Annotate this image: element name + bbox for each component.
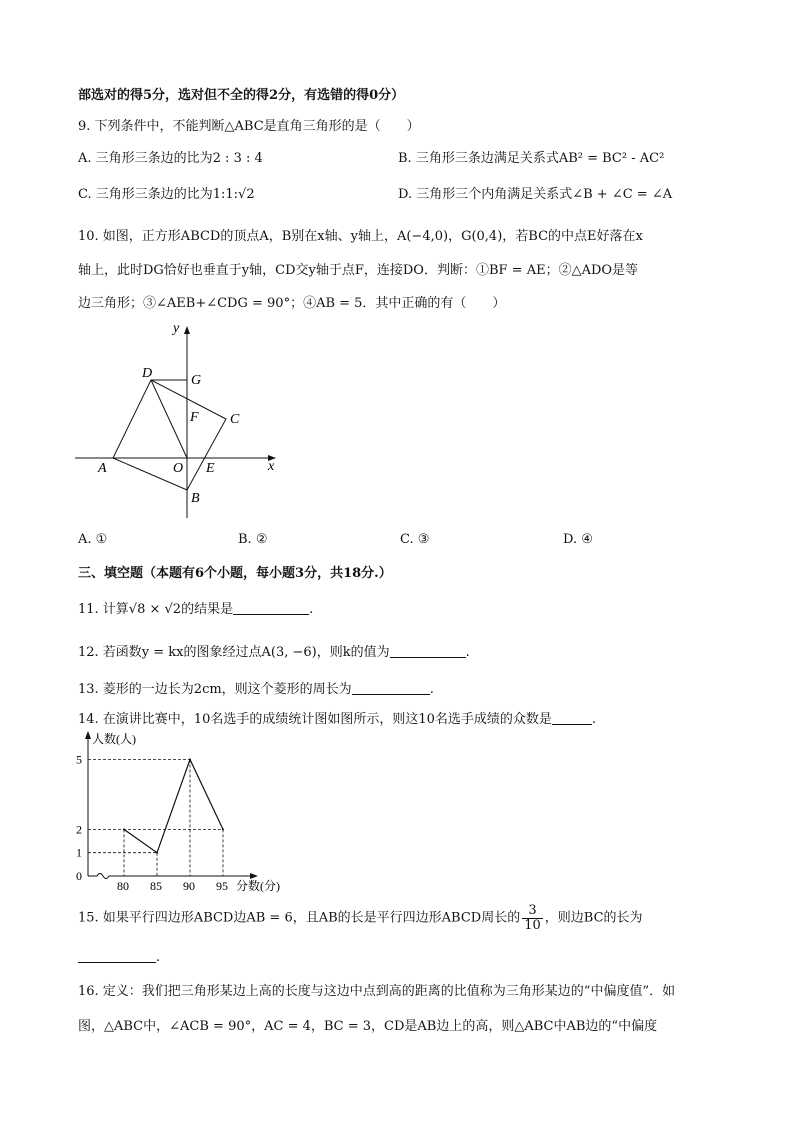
q15-line-1 bbox=[78, 904, 643, 933]
q9-option-c: C. 三角形三条边的比为1:1:√2 bbox=[78, 187, 255, 202]
data-point-85 bbox=[156, 852, 158, 854]
x-tick-label-80: 80 bbox=[117, 879, 129, 893]
section-header-tail: 部选对的得5分，选对但不全的得2分，有选错的得0分） bbox=[78, 88, 405, 103]
q11-answer-blank[interactable] bbox=[233, 600, 309, 615]
x-tick-label-85: 85 bbox=[150, 879, 162, 893]
q9-option-b: B. 三角形三条边满足关系式AB² = BC² - AC² bbox=[398, 151, 665, 166]
q15-line-2 bbox=[78, 948, 160, 965]
q10-square-figure bbox=[70, 318, 290, 523]
label-f: F bbox=[190, 410, 199, 425]
q13-end: . bbox=[429, 682, 434, 697]
label-d: D bbox=[142, 366, 153, 381]
q12-answer-blank[interactable] bbox=[390, 643, 466, 658]
q9-stem: 9. 下列条件中，不能判断△ABC是直角三角形的是（ ） bbox=[78, 119, 420, 134]
label-y: y bbox=[173, 321, 180, 336]
q10-option-c: C. ③ bbox=[400, 532, 430, 547]
label-b: B bbox=[191, 491, 200, 506]
q16-line-1: 16. 定义：我们把三角形某边上高的长度与这边中点到高的距离的比值称为三角形某边的“中偏度值”．如 bbox=[78, 984, 676, 999]
y-tick-label-0: 0 bbox=[76, 869, 82, 883]
q10-line-1: 10. 如图，正方形ABCD的顶点A，B别在x轴、y轴上，A(−4,0)，G(0,4)，若BC的中点E好落在x bbox=[78, 229, 643, 244]
label-o: O bbox=[173, 461, 184, 476]
q15-fraction-numerator: 3 bbox=[522, 904, 543, 919]
chart-xlabel: 分数(分) bbox=[236, 879, 280, 893]
q14-text: 14. 在演讲比赛中，10名选手的成绩统计图如图所示，则这10名选手成绩的众数是 bbox=[78, 712, 552, 727]
q15-fraction-denominator: 10 bbox=[524, 918, 541, 933]
q12-text: 12. 若函数y = kx的图象经过点A(3, −6)，则k的值为 bbox=[78, 645, 390, 660]
q14 bbox=[78, 708, 596, 727]
q10-line-3: 边三角形；③∠AEB+∠CDG = 90°；④AB = 5．其中正确的有（ ） bbox=[78, 296, 506, 311]
q13-answer-blank[interactable] bbox=[352, 680, 430, 695]
q13-text: 13. 菱形的一边长为2cm，则这个菱形的周长为 bbox=[78, 682, 352, 697]
q11-text: 11. 计算√8 × √2的结果是 bbox=[78, 602, 234, 617]
q11 bbox=[78, 598, 313, 617]
label-g: G bbox=[191, 373, 202, 388]
q15-fraction bbox=[522, 904, 543, 933]
q15-post: ，则边BC的长为 bbox=[544, 910, 643, 926]
q15-end: . bbox=[156, 950, 161, 965]
label-a: A bbox=[98, 461, 107, 476]
section-3-title: 三、填空题（本题有6个小题，每小题3分，共18分.） bbox=[78, 566, 392, 581]
x-tick-label-90: 90 bbox=[183, 879, 195, 893]
q16-line-2: 图，△ABC中，∠ACB = 90°，AC = 4，BC = 3，CD是AB边上的高，则△ABC中AB边的“中偏度 bbox=[78, 1019, 658, 1034]
q10-line-2: 轴上，此时DG恰好也垂直于y轴，CD交y轴于点F，连接DO．判断：①BF = AE；②△ADO是等 bbox=[78, 263, 639, 278]
q12-end: . bbox=[465, 645, 470, 660]
chart-y-axis-arrow bbox=[85, 731, 91, 739]
q10-option-b: B. ② bbox=[238, 532, 268, 547]
q10-option-d: D. ④ bbox=[563, 532, 593, 547]
y-axis-arrow bbox=[184, 326, 190, 334]
data-point-90 bbox=[189, 759, 191, 761]
q13 bbox=[78, 678, 434, 697]
label-x: x bbox=[268, 459, 275, 474]
chart-x-axis bbox=[88, 874, 252, 879]
q9-option-a: A. 三角形三条边的比为2 : 3 : 4 bbox=[78, 151, 263, 166]
q15-pre: 15. 如果平行四边形ABCD边AB = 6，且AB的长是平行四边形ABCD周长的 bbox=[78, 910, 521, 926]
q14-answer-blank[interactable] bbox=[552, 710, 592, 725]
segment-do bbox=[151, 380, 187, 458]
q9-option-d: D. 三角形三个内角满足关系式∠B + ∠C = ∠A bbox=[398, 187, 673, 202]
chart-ylabel: 人数(人) bbox=[92, 732, 136, 746]
score-series-line bbox=[124, 760, 223, 853]
q15-answer-blank[interactable] bbox=[78, 948, 156, 963]
y-tick-label-5: 5 bbox=[76, 752, 82, 767]
label-c: C bbox=[230, 412, 240, 427]
q14-score-line-chart bbox=[70, 728, 300, 898]
q11-end: . bbox=[309, 602, 314, 617]
q10-option-a: A. ① bbox=[78, 532, 108, 547]
y-tick-label-1: 1 bbox=[76, 845, 82, 860]
x-tick-label-95: 95 bbox=[216, 879, 228, 893]
data-point-95 bbox=[222, 828, 224, 830]
q14-end: . bbox=[591, 712, 597, 727]
label-e: E bbox=[206, 461, 215, 476]
q12 bbox=[78, 641, 470, 660]
data-point-80 bbox=[123, 828, 125, 830]
y-tick-label-2: 2 bbox=[76, 822, 82, 837]
